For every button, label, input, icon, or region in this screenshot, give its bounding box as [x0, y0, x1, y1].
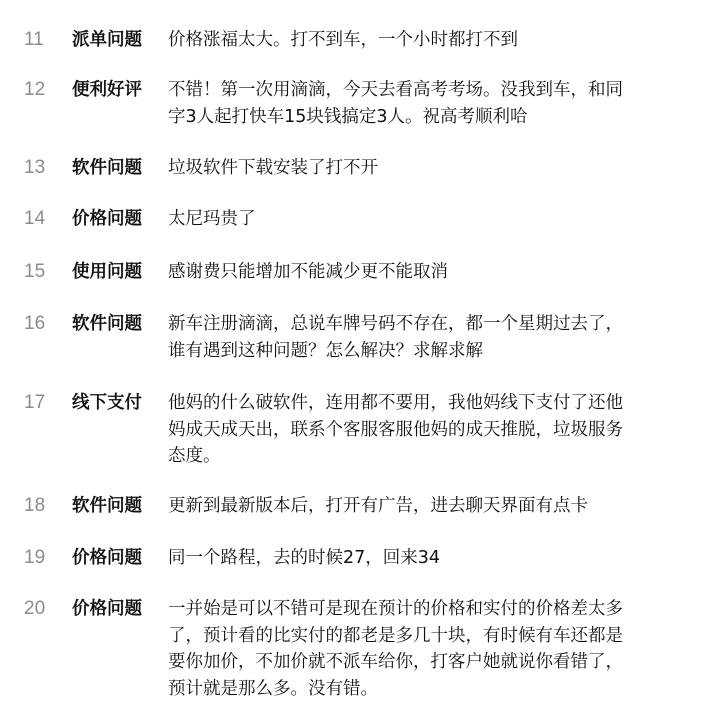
- review-text: 垃圾软件下载安装了打不开: [168, 158, 378, 178]
- review-text: 他妈的什么破软件，连用都不要用，我他妈线下支付了还他 妈成天成天出，联系个客服客服他妈的成天推脱，垃圾服务 态度。: [168, 393, 623, 466]
- review-text: 一并始是可以不错可是现在预计的价格和实付的价格差太多 了，预计看的比实付的都老是多几十块，有时候有车还都是 要你加价，不加价就不派车给你，打客户她就说你看错了， 预计就是那么多。没有错。: [168, 599, 623, 699]
- row-number: 18: [24, 495, 46, 516]
- list-item: [0, 77, 720, 130]
- list-item: [0, 155, 720, 182]
- row-number: 17: [24, 392, 46, 413]
- review-text: 太尼玛贵了: [168, 209, 256, 229]
- category-label: 派单问题: [72, 30, 142, 50]
- category-label: 价格问题: [72, 599, 142, 619]
- category-label: 价格问题: [72, 209, 142, 229]
- row-number: 16: [24, 313, 46, 334]
- review-text: 价格涨福太大。打不到车，一个小时都打不到: [168, 30, 518, 50]
- list-item: [0, 27, 720, 54]
- row-number: 13: [24, 157, 46, 178]
- row-number: 11: [24, 29, 44, 50]
- list-item: [0, 596, 720, 702]
- category-label: 软件问题: [72, 314, 142, 334]
- category-label: 线下支付: [72, 393, 142, 413]
- category-label: 价格问题: [72, 548, 142, 568]
- review-text: 更新到最新版本后，打开有广告，进去聊天界面有点卡: [168, 496, 588, 516]
- category-label: 便利好评: [72, 80, 142, 100]
- list-item: [0, 493, 720, 520]
- category-label: 软件问题: [72, 496, 142, 516]
- row-number: 12: [24, 79, 46, 100]
- review-text: 不错！第一次用滴滴，今天去看高考考场。没我到车，和同 字3人起打快车15块钱搞定3人。祝高考顺利哈: [168, 80, 623, 127]
- list-item: [0, 311, 720, 364]
- review-text: 同一个路程，去的时候27，回来34: [168, 548, 441, 568]
- row-number: 14: [24, 208, 46, 229]
- row-number: 19: [24, 547, 46, 568]
- category-label: 软件问题: [72, 158, 142, 178]
- list-item: [0, 390, 720, 470]
- review-text: 感谢费只能增加不能减少更不能取消: [168, 262, 448, 282]
- list-item: [0, 259, 720, 286]
- list-item: [0, 545, 720, 572]
- category-label: 使用问题: [72, 262, 142, 282]
- list-item: [0, 206, 720, 233]
- review-text: 新车注册滴滴，总说车牌号码不存在，都一个星期过去了， 谁有遇到这种问题？怎么解决？求解求解: [168, 314, 623, 361]
- row-number: 15: [24, 261, 46, 282]
- row-number: 20: [24, 598, 46, 619]
